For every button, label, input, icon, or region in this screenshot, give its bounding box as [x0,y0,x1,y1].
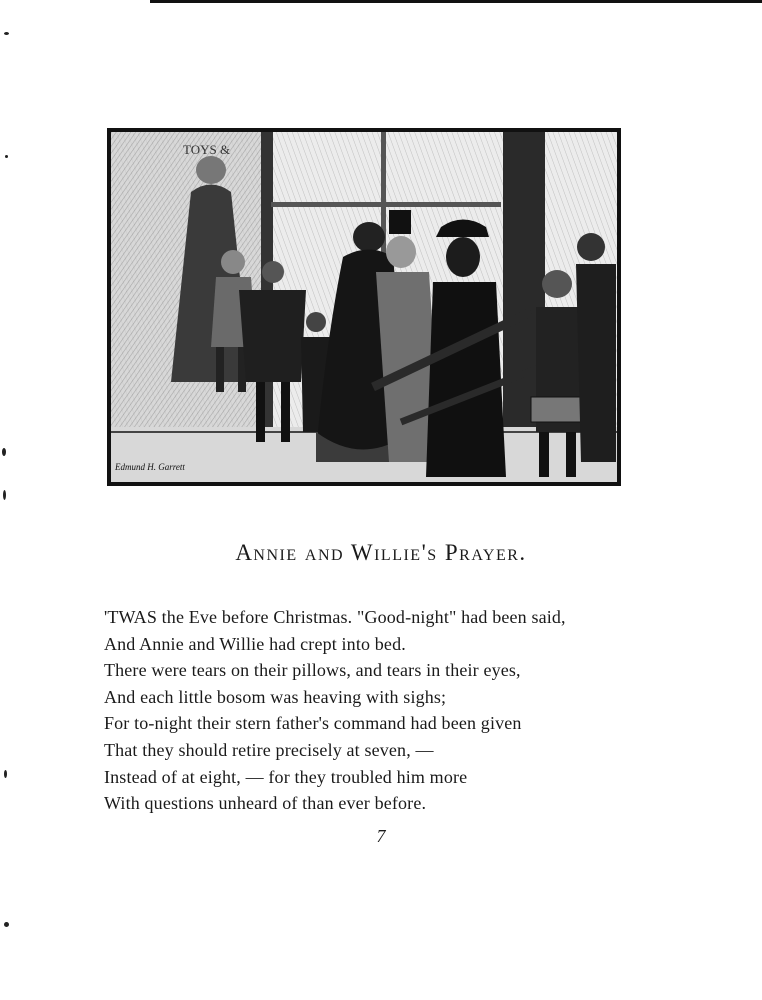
margin-mark [5,155,8,158]
margin-mark [3,490,6,500]
poem-line: That they should retire precisely at seven, — [104,739,434,760]
poem-line: 'TWAS the Eve before Christmas. "Good-night" had been said, [104,607,566,627]
christmas-shop-window-engraving [107,128,621,486]
poem-title: Annie and Willie's Prayer. [235,540,527,565]
artist-signature: Edmund H. Garrett [115,462,185,472]
margin-mark [4,770,7,778]
engraving-art [111,132,617,482]
poem-line: For to-night their stern father's command had been given [104,713,522,734]
poem-line: And Annie and Willie had crept into bed. [104,633,406,654]
margin-mark [4,32,9,35]
shop-sign-text: TOYS & [183,142,231,157]
page-top-edge [150,0,762,3]
page-number: 7 [376,826,386,846]
poem-line: And each little bosom was heaving with sighs; [104,686,447,707]
margin-mark [4,922,9,927]
poem-line: With questions unheard of than ever before. [104,793,427,814]
poem-line: There were tears on their pillows, and tears in their eyes, [104,660,521,681]
poem-stanza [104,604,644,817]
margin-mark [2,448,6,456]
poem-line: Instead of at eight, — for they troubled him more [104,766,468,787]
